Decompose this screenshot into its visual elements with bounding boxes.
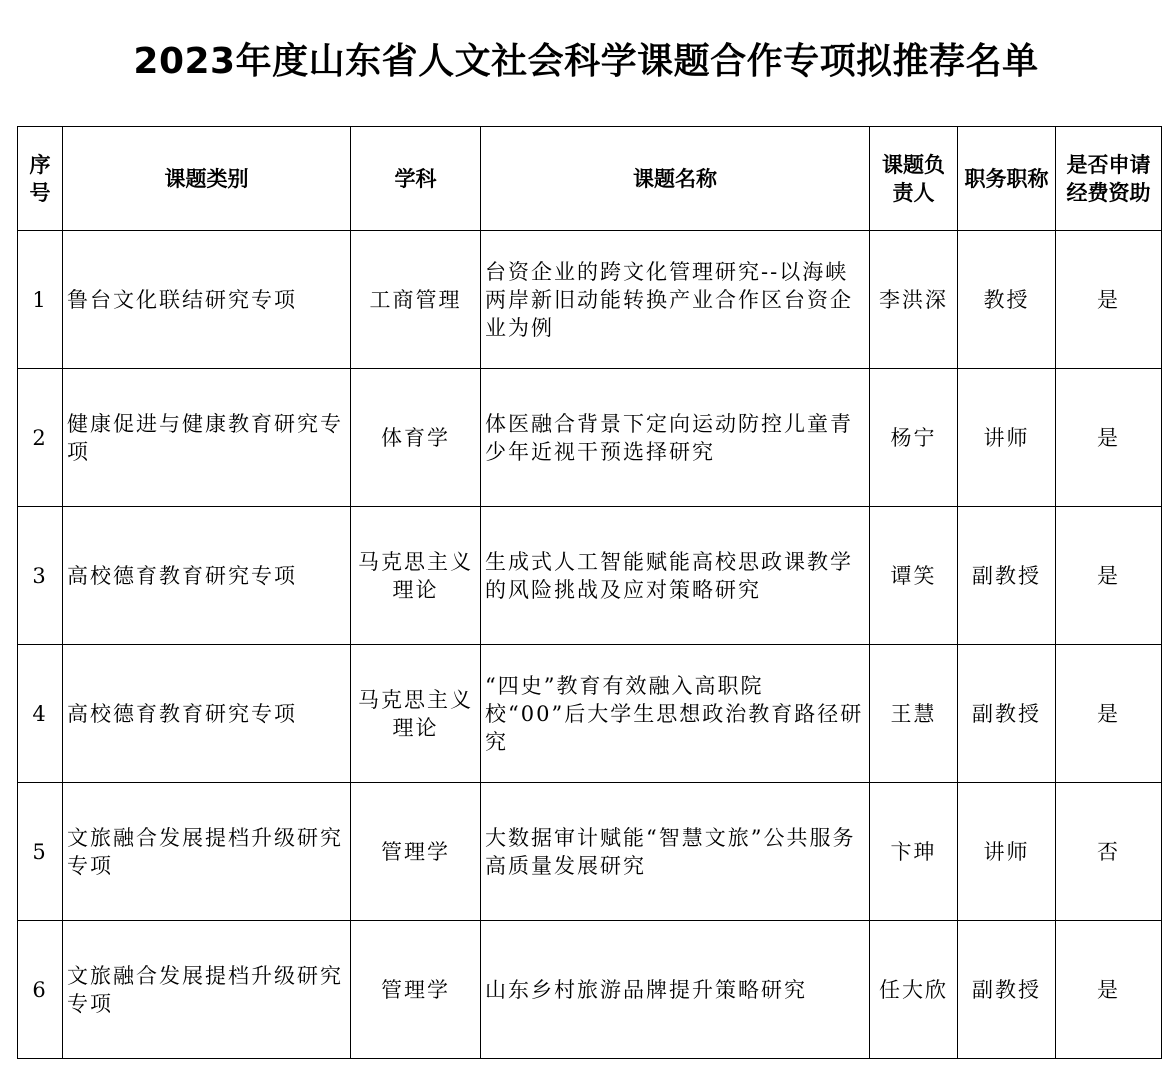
cell-position: 讲师 <box>958 783 1056 921</box>
cell-discipline: 管理学 <box>351 921 481 1059</box>
cell-topic: 体医融合背景下定向运动防控儿童青少年近视干预选择研究 <box>481 369 870 507</box>
cell-topic: 山东乡村旅游品牌提升策略研究 <box>481 921 870 1059</box>
cell-discipline: 工商管理 <box>351 231 481 369</box>
cell-topic: 台资企业的跨文化管理研究--以海峡两岸新旧动能转换产业合作区台资企业为例 <box>481 231 870 369</box>
cell-leader: 王慧 <box>870 645 958 783</box>
cell-leader: 任大欣 <box>870 921 958 1059</box>
cell-position: 副教授 <box>958 645 1056 783</box>
header-topic: 课题名称 <box>481 127 870 231</box>
cell-funding: 是 <box>1056 369 1162 507</box>
cell-discipline: 体育学 <box>351 369 481 507</box>
table-row <box>18 369 1162 507</box>
header-discipline: 学科 <box>351 127 481 231</box>
cell-seq: 5 <box>18 783 63 921</box>
table-row <box>18 783 1162 921</box>
cell-topic: 生成式人工智能赋能高校思政课教学的风险挑战及应对策略研究 <box>481 507 870 645</box>
cell-leader: 李洪深 <box>870 231 958 369</box>
cell-seq: 3 <box>18 507 63 645</box>
cell-category: 文旅融合发展提档升级研究专项 <box>63 921 351 1059</box>
table-row <box>18 645 1162 783</box>
cell-funding: 否 <box>1056 783 1162 921</box>
header-category: 课题类别 <box>63 127 351 231</box>
cell-discipline: 马克思主义理论 <box>351 507 481 645</box>
cell-funding: 是 <box>1056 231 1162 369</box>
cell-leader: 卞珅 <box>870 783 958 921</box>
cell-funding: 是 <box>1056 645 1162 783</box>
cell-discipline: 马克思主义理论 <box>351 645 481 783</box>
cell-category: 高校德育教育研究专项 <box>63 645 351 783</box>
cell-discipline: 管理学 <box>351 783 481 921</box>
header-seq: 序号 <box>18 127 63 231</box>
cell-funding: 是 <box>1056 921 1162 1059</box>
cell-topic: “四史”教育有效融入高职院校“00”后大学生思想政治教育路径研究 <box>481 645 870 783</box>
cell-seq: 6 <box>18 921 63 1059</box>
cell-position: 教授 <box>958 231 1056 369</box>
cell-seq: 2 <box>18 369 63 507</box>
document-title: 2023年度山东省人文社会科学课题合作专项拟推荐名单 <box>133 41 1039 82</box>
header-funding: 是否申请经费资助 <box>1056 127 1162 231</box>
table-row <box>18 921 1162 1059</box>
cell-leader: 杨宁 <box>870 369 958 507</box>
recommendation-table <box>17 126 1162 1059</box>
cell-position: 讲师 <box>958 369 1056 507</box>
cell-category: 健康促进与健康教育研究专项 <box>63 369 351 507</box>
cell-topic: 大数据审计赋能“智慧文旅”公共服务高质量发展研究 <box>481 783 870 921</box>
cell-seq: 1 <box>18 231 63 369</box>
cell-position: 副教授 <box>958 921 1056 1059</box>
cell-category: 文旅融合发展提档升级研究专项 <box>63 783 351 921</box>
header-position: 职务职称 <box>958 127 1056 231</box>
cell-leader: 谭笑 <box>870 507 958 645</box>
cell-category: 高校德育教育研究专项 <box>63 507 351 645</box>
table-row <box>18 507 1162 645</box>
cell-category: 鲁台文化联结研究专项 <box>63 231 351 369</box>
table-row <box>18 231 1162 369</box>
cell-seq: 4 <box>18 645 63 783</box>
header-leader: 课题负责人 <box>870 127 958 231</box>
cell-position: 副教授 <box>958 507 1056 645</box>
table-header-row <box>18 127 1162 231</box>
cell-funding: 是 <box>1056 507 1162 645</box>
